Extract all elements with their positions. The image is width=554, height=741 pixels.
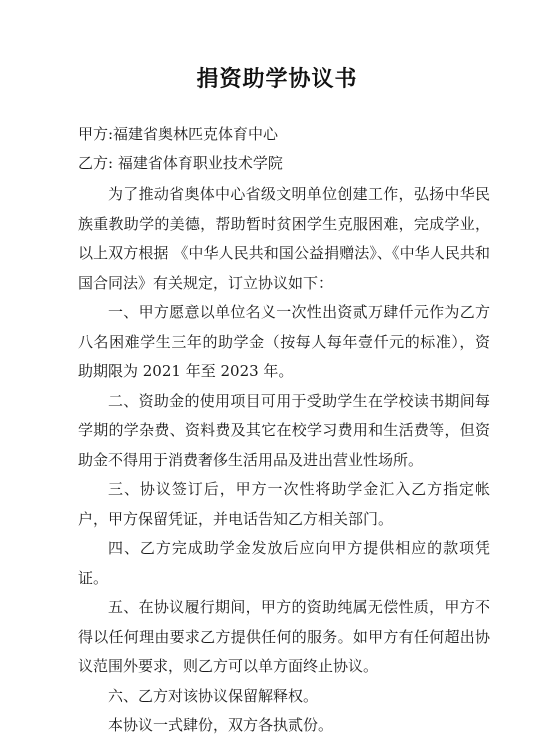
clause-6-paragraph: 六、乙方对该协议保留解释权。: [108, 686, 319, 705]
party-a-line: 甲方:福建省奥林匹克体育中心: [78, 125, 279, 143]
agreement-body: [78, 180, 490, 741]
party-b-line: 乙方: 福建省体育职业技术学院: [78, 154, 283, 172]
clause-3-paragraph: 三、协议签订后，甲方一次性将助学金汇入乙方指定帐户，甲方保留凭证，并电话告知乙方相关部门。: [78, 480, 490, 528]
clause-2-paragraph: 二、资助金的使用项目可用于受助学生在学校读书期间每学期的学杂费、资料费及其它在校学习费用和生活费等，但资助金不得用于消费奢侈生活用品及进出营业性场所。: [78, 391, 490, 469]
preamble-paragraph: 为了推动省奥体中心省级文明单位创建工作，弘扬中华民族重教助学的美德，帮助暂时贫困学生克服困难，完成学业，以上双方根据 《中华人民共和国公益捐赠法》、《中华人民共和国合同法》有关规定，订立协议如下：: [78, 185, 490, 292]
clause-4-paragraph: 四、乙方完成助学金发放后应向甲方提供相应的款项凭证。: [78, 539, 490, 587]
document-title: 捐资助学协议书: [196, 67, 358, 92]
copies-paragraph: 本协议一式肆份，双方各执贰份。: [108, 716, 334, 734]
clause-1-paragraph: 一、甲方愿意以单位名义一次性出资贰万肆仟元作为乙方八名困难学生三年的助学金（按每人每年壹仟元的标准），资助期限为 2021 年至 2023 年。: [78, 303, 490, 380]
clause-5-paragraph: 五、在协议履行期间，甲方的资助纯属无偿性质，甲方不得以任何理由要求乙方提供任何的服务。如甲方有任何超出协议范围外要求，则乙方可以单方面终止协议。: [78, 598, 490, 675]
